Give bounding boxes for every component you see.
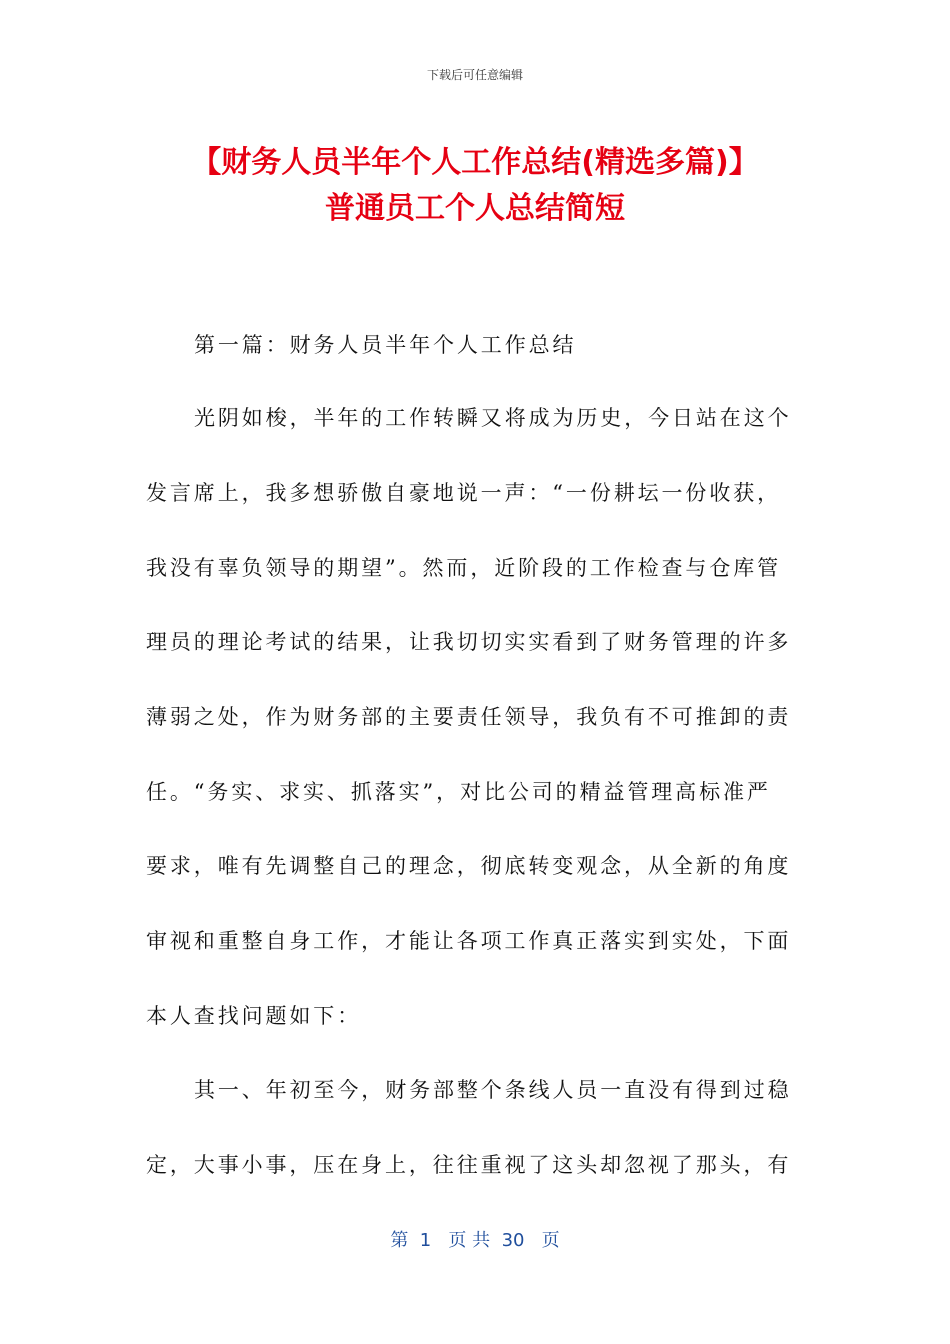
paragraph-line: 理员的理论考试的结果，让我切切实实看到了财务管理的许多 bbox=[146, 630, 792, 654]
page-footer: 第 1 页 共 30 页 bbox=[390, 1230, 560, 1251]
paragraph-line: 要求，唯有先调整自己的理念，彻底转变观念，从全新的角度 bbox=[146, 854, 792, 878]
paragraph-line: 本人查找问题如下： bbox=[146, 1004, 362, 1028]
paragraph-line: 任。“务实、求实、抓落实”，对比公司的精益管理高标准严 bbox=[146, 780, 771, 804]
section-heading: 第一篇：财务人员半年个人工作总结 bbox=[194, 333, 577, 357]
title-line-2: 普通员工个人总结简短 bbox=[325, 191, 625, 226]
paragraph-line: 审视和重整自身工作，才能让各项工作真正落实到实处，下面 bbox=[146, 929, 792, 953]
paragraph-line: 光阴如梭，半年的工作转瞬又将成为历史，今日站在这个 bbox=[194, 406, 792, 430]
paragraph-line: 薄弱之处，作为财务部的主要责任领导，我负有不可推卸的责 bbox=[146, 705, 792, 729]
header-note: 下载后可任意编辑 bbox=[426, 68, 523, 82]
paragraph-line: 定，大事小事，压在身上，往往重视了这头却忽视了那头，有 bbox=[146, 1153, 792, 1177]
document-title bbox=[60, 140, 890, 232]
paragraph-line: 发言席上，我多想骄傲自豪地说一声：“一份耕坛一份收获， bbox=[146, 481, 782, 505]
title-line-1: 【财务人员半年个人工作总结(精选多篇)】 bbox=[191, 145, 759, 180]
paragraph-line: 我没有辜负领导的期望”。然而，近阶段的工作检查与仓库管 bbox=[146, 556, 782, 580]
paragraph-line: 其一、年初至今，财务部整个条线人员一直没有得到过稳 bbox=[194, 1078, 792, 1102]
